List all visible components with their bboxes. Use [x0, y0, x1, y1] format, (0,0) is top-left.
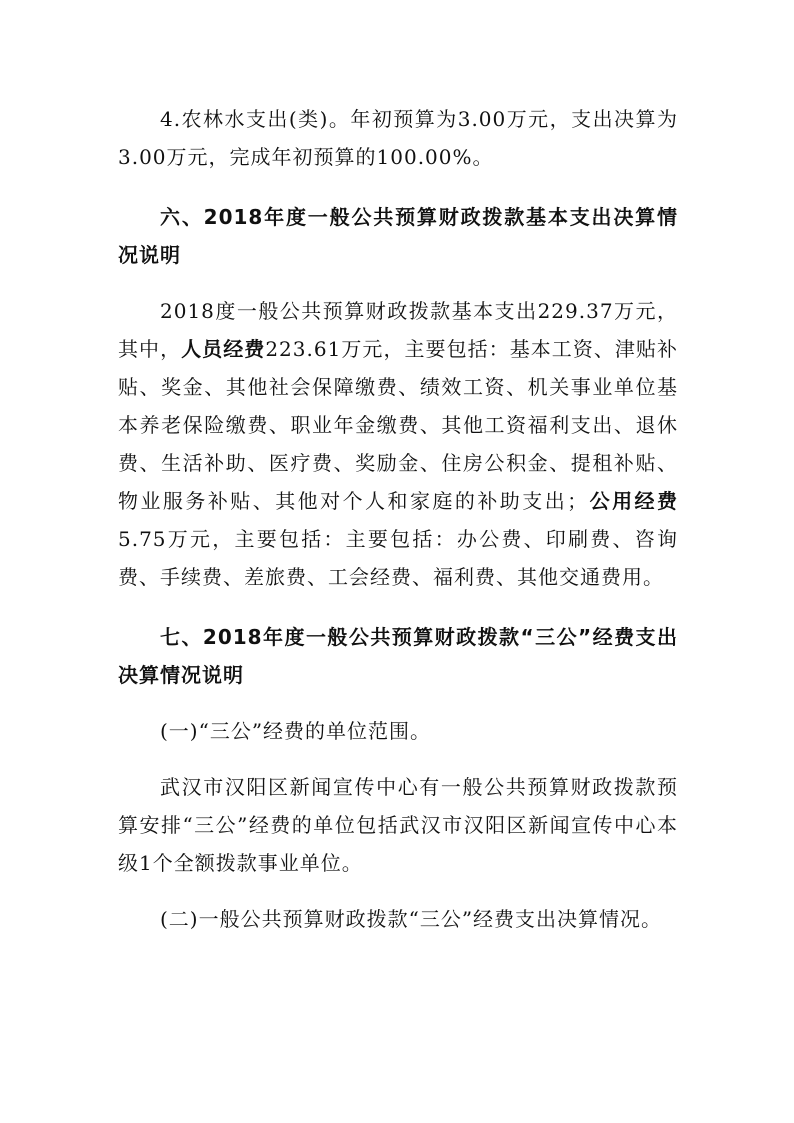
paragraph-scope-detail: 武汉市汉阳区新闻宣传中心有一般公共预算财政拨款预算安排“三公”经费的单位包括武汉市汉阳区新闻宣传中心本级1个全额拨款事业单位。: [118, 775, 678, 875]
basic-expense-text-e: 5.75万元，主要包括：主要包括：办公费、印刷费、咨询费、手续费、差旅费、工会经费、福利费、其他交通费用。: [118, 527, 678, 589]
personnel-expense-label: 人员经费: [181, 337, 266, 361]
paragraph-agriculture-expense: 4.农林水支出(类)。年初预算为3.00万元，支出决算为3.00万元，完成年初预算的100.00%。: [118, 107, 678, 169]
paragraph-basic-expense: [118, 292, 678, 596]
section-heading-six: 六、2018年度一般公共预算财政拨款基本支出决算情况说明: [118, 205, 678, 267]
basic-expense-text-c: 223.61万元，主要包括：基本工资、津贴补贴、奖金、其他社会保障缴费、绩效工资、机关事业单位基本养老保险缴费、职业年金缴费、其他工资福利支出、退休费、生活补助、医疗费、奖励金、住房公积金、提租补贴、物业服务补贴、其他对个人和家庭的补助支出；: [118, 337, 679, 513]
document-body: [118, 100, 678, 938]
subsection-scope: (一)“三公”经费的单位范围。: [160, 719, 432, 743]
section-heading-seven: 七、2018年度一般公共预算财政拨款“三公”经费支出决算情况说明: [118, 625, 678, 687]
public-expense-label: 公用经费: [588, 489, 679, 513]
basic-expense-text-a: 2018度一般公共预算财政拨款基本支出229.37万元，其中，: [118, 299, 678, 361]
subsection-expense-status: (二)一般公共预算财政拨款“三公”经费支出决算情况。: [160, 907, 663, 931]
